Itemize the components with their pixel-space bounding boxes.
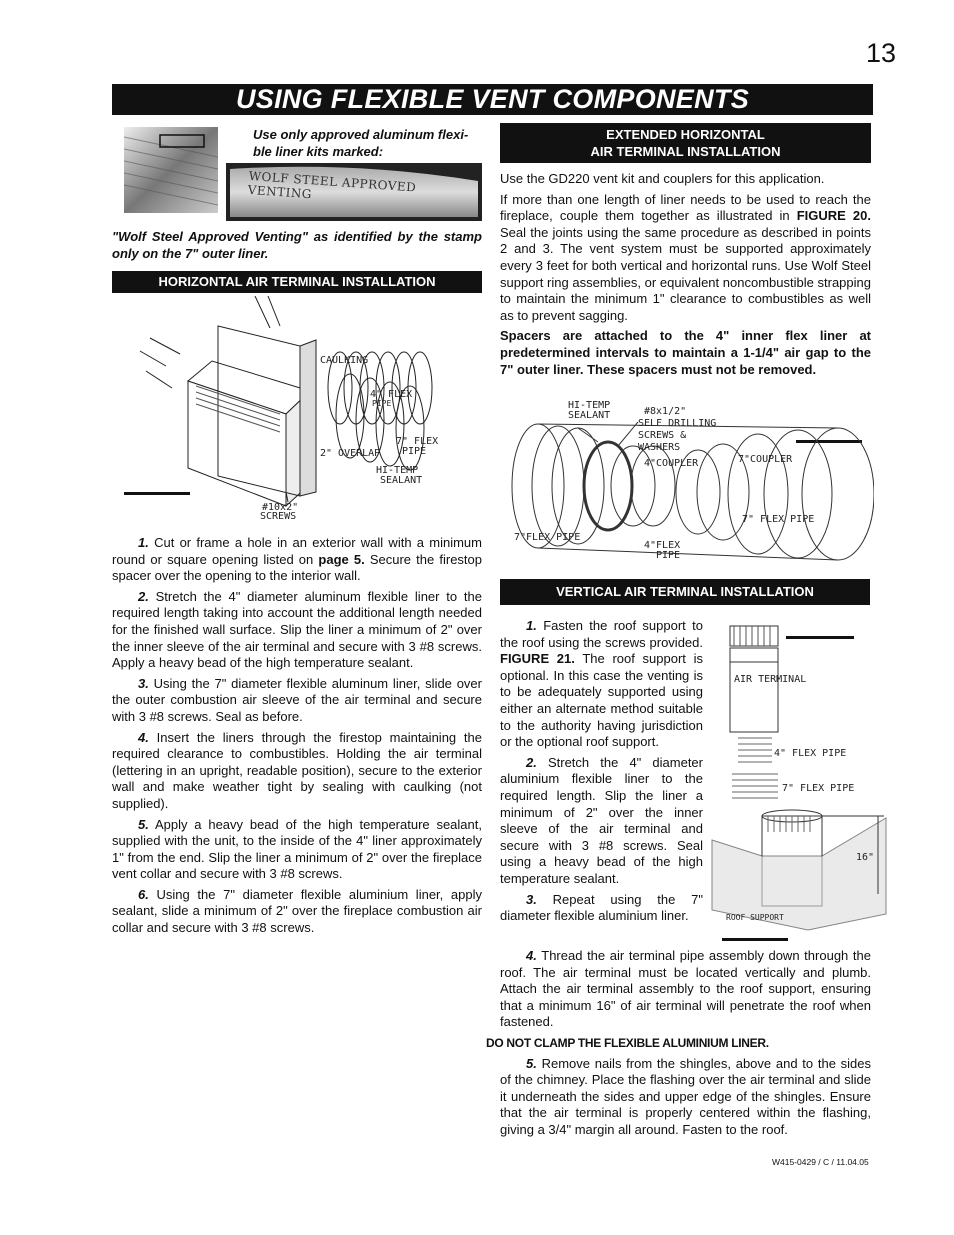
ext-sealant-label: SEALANT (568, 410, 611, 421)
document-code: W415-0429 / C / 11.04.05 (772, 1157, 869, 1167)
stamp-text: WOLF STEEL APPROVED VENTING (247, 168, 417, 202)
flex4a-label: 4"FLEX (644, 540, 681, 551)
h-step-4: 4. Insert the liners through the firestop maintaining the required clearance to combustibles. Holding the air terminal (lettering in an upright, readable position), secure to the exterior wall and make weather tight by sealing with caulking (not supplied). (112, 729, 482, 811)
dim-label: 16" (856, 852, 875, 863)
v-flex4-label: 4" FLEX PIPE (774, 748, 847, 759)
screws-label-2: SCREWS (260, 511, 297, 522)
ext-p2: If more than one length of liner needs to be used to reach the fireplace, couple them together as illustrated in FIGURE 20. Seal the joints using the same procedure as described in points 2 and 3. The vent system must be supported approximately every 3 feet for both vertical and horizontal runs. Use Wolf Steel support ring assemblies, or equivalent noncombustible strapping to maintain the minimum 1" clearance to combustibles as well as to prevent sagging. (500, 191, 872, 323)
ext-hitemp-label: HI-TEMP (568, 400, 611, 411)
h-step-3: 3. Using the 7" diameter flexible aluminum liner, slide over the outer combustion air sleeve of the air terminal and secure with 3 #8 screws. Seal as before. (112, 675, 482, 724)
h-step-6: 6. Using the 7" diameter flexible aluminium liner, apply sealant, slide a minimum of 2" over the fireplace combustion air collar and secure with 3 #8 screws. (112, 886, 482, 936)
stamp-photo (226, 163, 482, 221)
liner-photo (124, 127, 218, 213)
ext-screws-4: WASHERS (638, 442, 681, 453)
extended-heading: EXTENDED HORIZONTAL AIR TERMINAL INSTALLATION (500, 123, 871, 163)
screws-label-1: #10x2" (262, 502, 299, 513)
vertical-steps-wide (486, 948, 871, 1143)
approved-liner-text: Use only approved aluminum flexi-ble liner kits marked: (253, 127, 469, 159)
flex7a-label: 7" FLEX PIPE (742, 514, 815, 525)
vertical-heading: VERTICAL AIR TERMINAL INSTALLATION (500, 579, 870, 605)
sealant-label: SEALANT (380, 475, 423, 486)
stamp-caption: "Wolf Steel Approved Venting" as identified by the stamp only on the 7" outer liner. (112, 229, 482, 261)
coupler4-label: 4"COUPLER (644, 458, 699, 469)
flex7-label: 7" FLEX (396, 436, 439, 447)
overlap-label: 2" OVERLAP (320, 448, 381, 459)
vertical-steps-narrow (500, 618, 703, 929)
coupler7-label: 7"COUPLER (738, 454, 793, 465)
pipe4-label: PIPE (372, 399, 392, 408)
v-step-1: 1. Fasten the roof support to the roof using the screws provided. FIGURE 21. The roof support is optional. In this case the venting is to be adequately supported using either an alternate method suitable to the authority having jurisdiction or the optional roof support. (500, 618, 704, 750)
ext-p1: Use the GD220 vent kit and couplers for this application. (500, 171, 825, 186)
terminal-label: AIR TERMINAL (734, 674, 807, 685)
pipe7-label: PIPE (402, 446, 427, 457)
vertical-figure (708, 618, 890, 944)
horizontal-heading: HORIZONTAL AIR TERMINAL INSTALLATION (112, 271, 482, 293)
extended-figure (498, 396, 874, 564)
v-step-4: 4. Thread the air terminal pipe assembly down through the roof. The air terminal must be located vertically and plumb. Attach the air terminal assembly to the roof support, ensuring that a minimum 16" of air terminal will penetrate the roof when fastened. (500, 948, 871, 1030)
v-step-3: 3. Repeat using the 7" diameter flexible aluminium liner. (500, 891, 703, 924)
flex4b-label: PIPE (656, 550, 681, 561)
flex4-label: 4" FLEX (370, 389, 413, 400)
ext-p3: Spacers are attached to the 4" inner flex liner at predetermined intervals to maintain a 1-1/4" air gap to the 7" outer liner. These spacers must not be removed. (500, 328, 871, 377)
v-warning: DO NOT CLAMP THE FLEXIBLE ALUMINIUM LINER. (486, 1035, 769, 1050)
horizontal-steps (112, 535, 482, 941)
horizontal-figure (120, 296, 460, 528)
ext-screws-1: #8x1/2" (644, 406, 687, 417)
h-step-2: 2. Stretch the 4" diameter aluminum flexible liner to the required length taking into account the additional length needed for the finished wall surface. Slip the liner a minimum of 2" over the inner sleeve of the air terminal and secure with 3 #8 screws. Apply a heavy bead of the high temperature sealant. (112, 588, 482, 671)
page-title: USING FLEXIBLE VENT COMPONENTS (112, 84, 873, 115)
ext-screws-3: SCREWS & (638, 430, 687, 441)
h-step-1: 1. Cut or frame a hole in an exterior wall with a minimum round or square opening listed on page 5. Secure the firestop spacer over the opening to the interior wall. (112, 535, 482, 584)
ext-screws-2: SELF DRILLING (638, 418, 717, 429)
v-step-2: 2. Stretch the 4" diameter aluminium flexible liner to the required length. Slip the liner a minimum of 2" over the inner sleeve of the air terminal and secure with 3 #8 screws. Seal using a heavy bead of the high temperature sealant. (500, 754, 703, 886)
page-number: 13 (866, 38, 897, 68)
extended-text (500, 171, 871, 382)
flex7b-label: 7"FLEX PIPE (514, 532, 581, 543)
v-flex7-label: 7" FLEX PIPE (782, 783, 855, 794)
h-step-5: 5. Apply a heavy bead of the high temperature sealant, supplied with the unit, to the inside of the 4" liner approximately 1" from the end. Slip the liner a minimum of 2" over the fireplace vent collar and secure with 3 #8 screws. (112, 816, 482, 882)
roof-support-label: ROOF SUPPORT (726, 913, 784, 922)
caulking-label: CAULKING (320, 355, 369, 366)
hitemp-label: HI-TEMP (376, 465, 419, 476)
v-step-5: 5. Remove nails from the shingles, above and to the sides of the chimney. Place the flashing over the air terminal and slide it underneath the sides and upper edge of the shingles. Ensure that the air terminal is properly centered within the flashing, giving a 3/4" margin all around. Fasten to the roof. (500, 1055, 871, 1137)
